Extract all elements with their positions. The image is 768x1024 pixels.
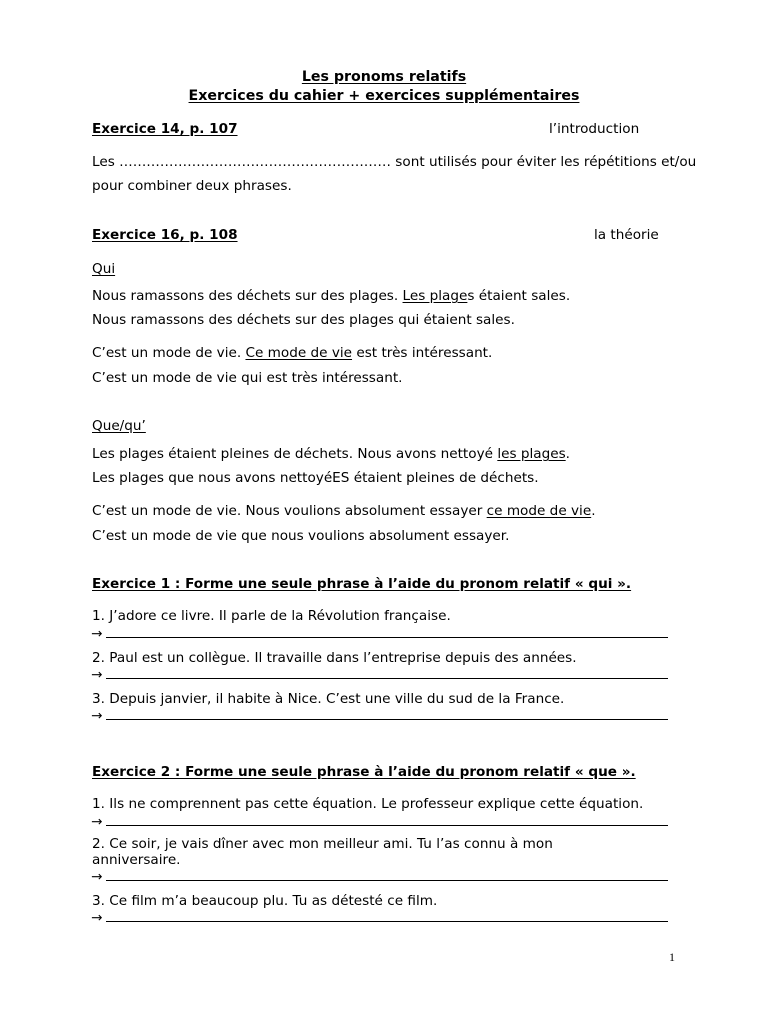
exercise-1-heading: Exercice 1 : Forme une seule phrase à l’aide du pronom relatif « qui ». (92, 576, 632, 592)
text-fragment: sont utilisés pour éviter les répétitions et/ou (390, 154, 697, 170)
qui-example-1 (92, 288, 570, 304)
underlined-antecedent: Les plage (402, 288, 468, 304)
underlined-antecedent: ce mode de vie (486, 503, 592, 519)
answer-line[interactable] (91, 813, 668, 830)
text-fragment: C’est un mode de vie. (92, 345, 246, 361)
arrow-icon: → (91, 869, 103, 885)
page-number: 1 (669, 950, 675, 964)
exercise-2-item-1: 1. Ils ne comprennent pas cette équation. Le professeur explique cette équation. (92, 796, 644, 812)
exercise-1-item-3: 3. Depuis janvier, il habite à Nice. C’est une ville du sud de la France. (92, 691, 565, 707)
exercise-2-item-2: 2. Ce soir, je vais dîner avec mon meilleur ami. Tu l’as connu à mon (92, 836, 553, 852)
underlined-antecedent: les plages (497, 446, 566, 462)
answer-line[interactable] (91, 868, 668, 885)
exercise-16-heading: Exercice 16, p. 108 (92, 227, 238, 243)
exercise-14-tag: l’introduction (549, 121, 640, 137)
exercise-16-tag: la théorie (594, 227, 659, 243)
exercise-2-item-3: 3. Ce film m’a beaucoup plu. Tu as détesté ce film. (92, 893, 438, 909)
answer-line[interactable] (91, 909, 668, 926)
text-fragment: Les (92, 154, 120, 170)
arrow-icon: → (91, 910, 103, 926)
que-example-3 (92, 503, 596, 519)
answer-line[interactable] (91, 625, 668, 642)
exercise-2-item-2-cont: anniversaire. (92, 852, 181, 868)
page-title: Les pronoms relatifs (301, 69, 467, 85)
arrow-icon: → (91, 667, 103, 683)
text-fragment: . (591, 503, 596, 519)
arrow-icon: → (91, 708, 103, 724)
qui-example-3 (92, 345, 492, 361)
arrow-icon: → (91, 626, 103, 642)
arrow-icon: → (91, 814, 103, 830)
qui-example-4: C’est un mode de vie qui est très intéressant. (92, 370, 403, 386)
que-example-1 (92, 446, 570, 462)
exercise-14-sentence-b: pour combiner deux phrases. (92, 178, 292, 194)
qui-label: Qui (92, 261, 116, 277)
que-label: Que/qu’ (92, 418, 146, 434)
exercise-14-sentence-a (92, 154, 696, 170)
exercise-1-item-2: 2. Paul est un collègue. Il travaille dans l’entreprise depuis des années. (92, 650, 577, 666)
exercise-1-item-1: 1. J’adore ce livre. Il parle de la Révolution française. (92, 608, 451, 624)
underlined-antecedent: Ce mode de vie (245, 345, 353, 361)
answer-line[interactable] (91, 707, 668, 724)
text-fragment: est très intéressant. (352, 345, 493, 361)
exercise-14-heading: Exercice 14, p. 107 (92, 121, 238, 137)
fill-in-dots: …………………………………………………… (119, 154, 391, 170)
text-fragment: . (565, 446, 570, 462)
exercise-2-heading: Exercice 2 : Forme une seule phrase à l’aide du pronom relatif « que ». (92, 764, 636, 780)
que-example-2: Les plages que nous avons nettoyéES étaient pleines de déchets. (92, 470, 539, 486)
qui-example-2: Nous ramassons des déchets sur des plages qui étaient sales. (92, 312, 515, 328)
text-fragment: s étaient sales. (467, 288, 571, 304)
text-fragment: Les plages étaient pleines de déchets. Nous avons nettoyé (92, 446, 498, 462)
answer-line[interactable] (91, 666, 668, 683)
que-example-4: C’est un mode de vie que nous voulions absolument essayer. (92, 528, 510, 544)
text-fragment: Nous ramassons des déchets sur des plages. (92, 288, 403, 304)
text-fragment: C’est un mode de vie. Nous voulions absolument essayer (92, 503, 487, 519)
page-subtitle: Exercices du cahier + exercices supplémentaires (188, 88, 580, 104)
